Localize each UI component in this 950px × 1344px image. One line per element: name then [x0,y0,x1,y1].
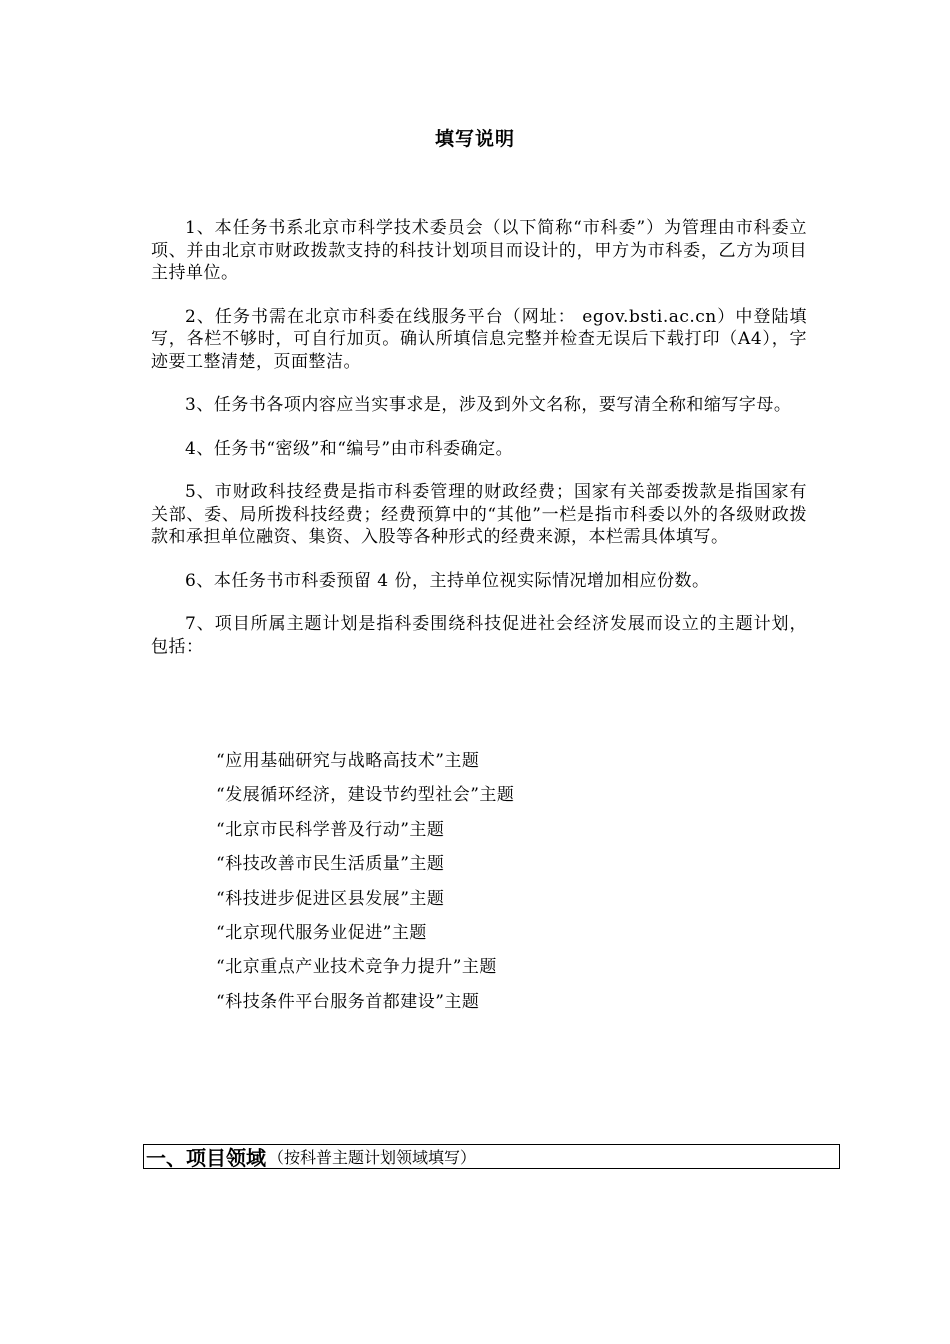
instructions-block [151,217,807,679]
theme-list [216,749,776,1024]
theme-item: “科技改善市民生活质量”主题 [216,854,445,875]
instruction-paragraph: 5、市财政科技经费是指市科委管理的财政经费；国家有关部委拨款是指国家有关部、委、局所拨科技经费；经费预算中的“其他”一栏是指市科委以外的各级财政拨款和承担单位融资、集资、入股等各种形式的经费来源，本栏需具体填写。 [151,482,807,547]
instruction-paragraph: 4、任务书“密级”和“编号”由市科委确定。 [185,438,514,459]
instruction-paragraph: 6、本任务书市科委预留 4 份，主持单位视实际情况增加相应份数。 [185,570,710,591]
theme-item: “北京重点产业技术竞争力提升”主题 [216,957,497,978]
theme-item: “科技条件平台服务首都建设”主题 [216,991,480,1012]
theme-item: “北京现代服务业促进”主题 [216,922,427,943]
section-header-box [143,1144,840,1169]
instruction-paragraph: 7、项目所属主题计划是指科委围绕科技促进社会经济发展而设立的主题计划，包括： [151,614,807,657]
instruction-paragraph: 3、任务书各项内容应当实事求是，涉及到外文名称，要写清全称和缩写字母。 [185,395,792,415]
theme-item: “应用基础研究与战略高技术”主题 [216,751,480,771]
page-title: 填写说明 [434,128,515,150]
theme-item: “发展循环经济，建设节约型社会”主题 [216,785,515,806]
section-note: （按科普主题计划领域填写） [268,1148,477,1167]
instruction-paragraph: 1、本任务书系北京市科学技术委员会（以下简称“市科委”）为管理由市科委立项、并由北京市财政拨款支持的科技计划项目而设计的，甲方为市科委，乙方为项目主持单位。 [151,218,807,283]
theme-item: “科技进步促进区县发展”主题 [216,888,445,909]
instruction-paragraph: 2、任务书需在北京市科委在线服务平台（网址： egov.bsti.ac.cn）中登陆填写，各栏不够时，可自行加页。确认所填信息完整并检查无误后下载打印（A4），字迹要工整清楚，页面整洁。 [151,306,807,372]
section-heading: 一、项目领域 [146,1146,266,1170]
theme-item: “北京市民科学普及行动”主题 [216,819,445,840]
